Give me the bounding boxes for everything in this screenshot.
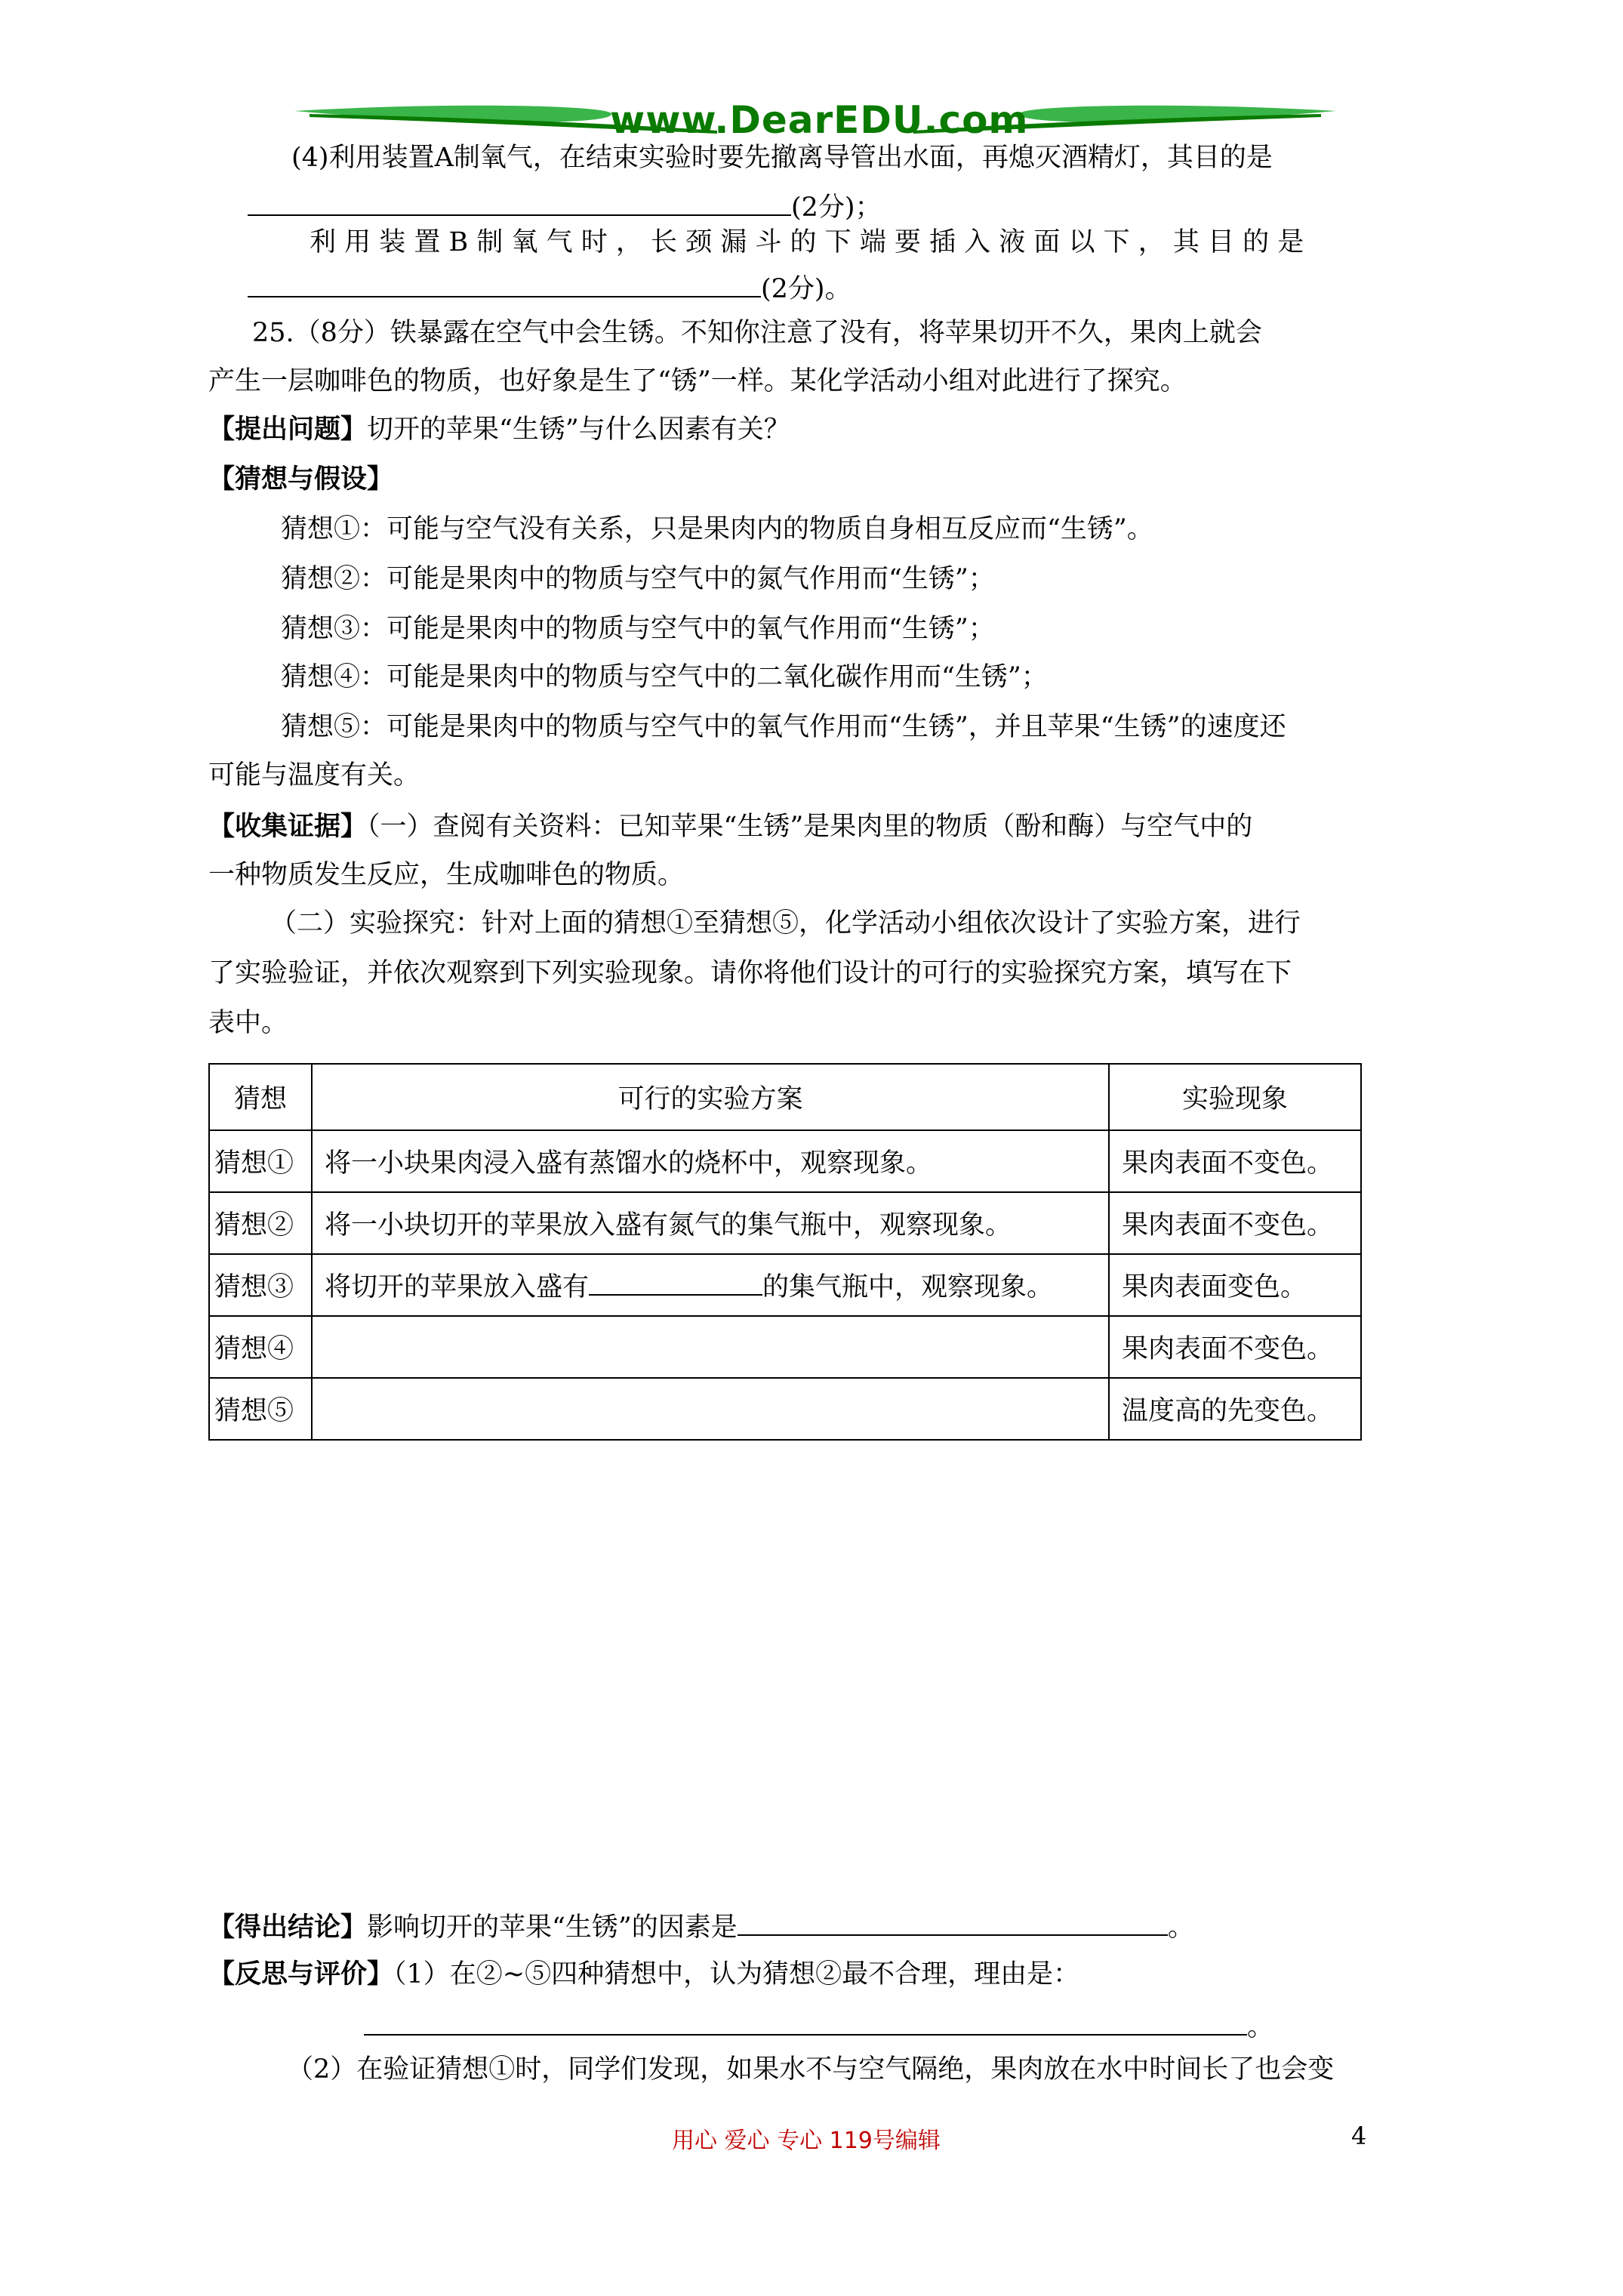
answer-blank[interactable] [738,1910,1168,1936]
hypothesis-1: 猜想①：可能与空气没有关系，只是果肉内的物质自身相互反应而“生锈”。 [281,514,1153,544]
conclusion-section [208,1910,1194,1943]
q24-part4-line1: (4)利用装置A制氧气，在结束实验时要先撤离导管出水面，再熄灭酒精灯，其目的是 [291,143,1273,173]
reflection-2: （2）在验证猜想①时，同学们发现，如果水不与空气隔绝，果肉放在水中时间长了也会变 [287,2054,1335,2085]
row-plan-answer-cell[interactable] [312,1316,1109,1378]
row-hypothesis: 猜想④ [209,1316,312,1378]
row-plan: 将一小块果肉浸入盛有蒸馏水的烧杯中，观察现象。 [312,1130,1109,1192]
row-result: 果肉表面不变色。 [1109,1316,1361,1378]
row-result: 温度高的先变色。 [1109,1378,1361,1440]
answer-blank[interactable] [364,2010,1247,2036]
header-hypothesis: 猜想 [209,1064,312,1130]
row-plan [312,1254,1109,1316]
row-hypothesis: 猜想③ [209,1254,312,1316]
evidence-line2: 一种物质发生反应，生成咖啡色的物质。 [208,860,685,890]
hypothesis-5: 猜想⑤：可能是果肉中的物质与空气中的氧气作用而“生锈”，并且苹果“生锈”的速度还 [281,712,1286,742]
reflection-label: 【反思与评价】 [208,1959,394,1989]
q24-part4-line4 [248,272,852,305]
row-plan: 将一小块切开的苹果放入盛有氮气的集气瓶中，观察现象。 [312,1192,1109,1254]
hypothesis-3: 猜想③：可能是果肉中的物质与空气中的氧气作用而“生锈”； [281,614,995,644]
question-text: 切开的苹果“生锈”与什么因素有关？ [367,415,790,445]
answer-blank[interactable] [589,1270,762,1296]
row-result: 果肉表面不变色。 [1109,1130,1361,1192]
hypothesis-4: 猜想④：可能是果肉中的物质与空气中的二氧化碳作用而“生锈”； [281,662,1048,692]
conclusion-text: 影响切开的苹果“生锈”的因素是 [367,1912,738,1943]
hypothesis-5-cont: 可能与温度有关。 [208,760,420,791]
header-plan: 可行的实验方案 [312,1064,1109,1130]
hypothesis-2: 猜想②：可能是果肉中的物质与空气中的氮气作用而“生锈”； [281,564,995,594]
q25-intro-line2: 产生一层咖啡色的物质，也好象是生了“锈”一样。某化学活动小组对此进行了探究。 [208,366,1187,396]
footer-motto: 用心 爱心 专心 119号编辑 [672,2128,941,2154]
page-number: 4 [1351,2122,1367,2150]
experiment-line2: 了实验验证，并依次观察到下列实验现象。请你将他们设计的可行的实验探究方案，填写在下 [208,958,1292,988]
conclusion-label: 【得出结论】 [208,1912,368,1943]
table-header-row [209,1064,1361,1130]
q24-part4-line2 [248,190,882,223]
reflection-section [208,1959,1079,1990]
q25-intro-line1: 25.（8分）铁暴露在空气中会生锈。不知你注意了没有，将苹果切开不久，果肉上就会 [252,318,1262,348]
experiment-line3: 表中。 [208,1008,288,1038]
reflection-1: （1）在②~⑤四种猜想中，认为猜想②最不合理，理由是： [393,1959,1080,1989]
row-plan-answer-cell[interactable] [312,1378,1109,1440]
reflection-1-answer-line [364,2010,1273,2043]
table-row [209,1130,1361,1192]
row-hypothesis: 猜想① [209,1130,312,1192]
reflection-1-end: 。 [1247,2012,1274,2042]
q24-score-1: (2分)； [791,193,882,223]
header-result: 实验现象 [1109,1064,1361,1130]
table-row [209,1254,1361,1316]
row-result: 果肉表面变色。 [1109,1254,1361,1316]
row-hypothesis: 猜想⑤ [209,1378,312,1440]
plan-before-blank: 将切开的苹果放入盛有 [325,1272,590,1302]
answer-blank[interactable] [248,190,791,216]
evidence-section [208,811,1252,843]
question-label: 【提出问题】 [208,414,368,445]
evidence-line1: （一）查阅有关资料：已知苹果“生锈”是果肉里的物质（酚和酶）与空气中的 [367,812,1253,842]
answer-blank[interactable] [248,272,761,297]
experiment-table [208,1063,1362,1441]
evidence-label: 【收集证据】 [208,811,368,842]
conclusion-end: 。 [1167,1912,1194,1943]
plan-after-blank: 的集气瓶中，观察现象。 [762,1272,1054,1302]
q24-part4-line3: 利 用 装 置 B 制 氧 气 时 ， 长 颈 漏 斗 的 下 端 要 插 入 液 面 以 下 ， 其 目 的 是 [310,227,1304,257]
header-logo-text: www.DearEDU.com [610,98,1029,142]
table-row [209,1378,1361,1440]
question-section [208,414,790,445]
hypothesis-label: 【猜想与假设】 [208,464,394,495]
q24-score-2: (2分)。 [761,274,852,304]
row-hypothesis: 猜想② [209,1192,312,1254]
experiment-line1: （二）实验探究：针对上面的猜想①至猜想⑤，化学活动小组依次设计了实验方案，进行 [270,908,1301,938]
row-result: 果肉表面不变色。 [1109,1192,1361,1254]
table-row [209,1316,1361,1378]
table-row [209,1192,1361,1254]
